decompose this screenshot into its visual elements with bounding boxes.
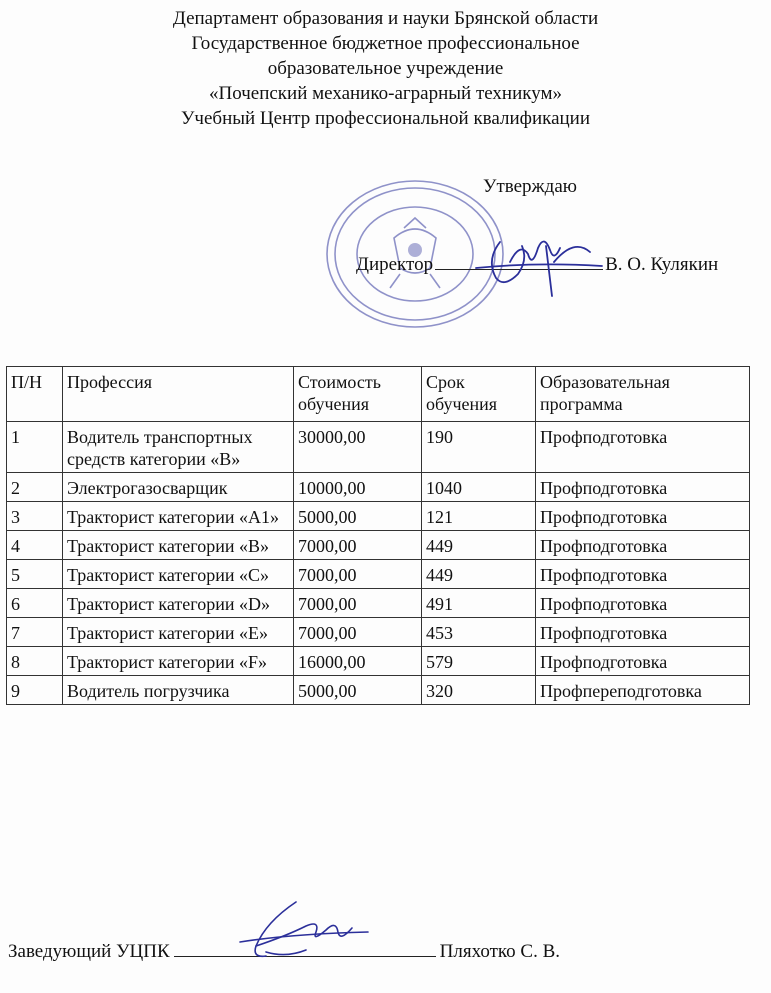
- cell-duration: 121: [422, 502, 536, 531]
- footer-signer-name: Пляхотко С. В.: [439, 941, 561, 962]
- cell-profession: Тракторист категории «C»: [63, 560, 294, 589]
- cell-program: Профподготовка: [536, 618, 750, 647]
- table-row: [7, 473, 750, 502]
- cell-profession: Тракторист категории «F»: [63, 647, 294, 676]
- cell-cost: 7000,00: [294, 618, 422, 647]
- cell-program: Профподготовка: [536, 502, 750, 531]
- director-signature-icon: [470, 222, 610, 300]
- cell-number: 2: [7, 473, 63, 502]
- cell-program: Профподготовка: [536, 473, 750, 502]
- header-cell-cost: Стоимость обучения: [294, 367, 422, 422]
- cell-duration: 491: [422, 589, 536, 618]
- table-row: [7, 647, 750, 676]
- cell-duration: 1040: [422, 473, 536, 502]
- cell-cost: 7000,00: [294, 589, 422, 618]
- table-row: [7, 531, 750, 560]
- header-line-3: образовательное учреждение: [267, 58, 504, 79]
- director-name: В. О. Кулякин: [605, 254, 719, 275]
- header-line-2: Государственное бюджетное профессиональное: [191, 33, 580, 54]
- cell-number: 4: [7, 531, 63, 560]
- header-cell-duration: Срок обучения: [422, 367, 536, 422]
- table-row: [7, 422, 750, 473]
- document-header: [0, 6, 771, 131]
- header-line-4: «Почепский механико-аграрный техникум»: [208, 83, 563, 104]
- cell-cost: 5000,00: [294, 676, 422, 705]
- cell-cost: 7000,00: [294, 560, 422, 589]
- table-header-row: [7, 367, 750, 422]
- cell-number: 9: [7, 676, 63, 705]
- cell-duration: 579: [422, 647, 536, 676]
- cell-cost: 30000,00: [294, 422, 422, 473]
- cell-profession: Электрогазосварщик: [63, 473, 294, 502]
- cell-program: Профпереподготовка: [536, 676, 750, 705]
- cell-duration: 453: [422, 618, 536, 647]
- cell-cost: 7000,00: [294, 531, 422, 560]
- footer-position-label: Заведующий УЦПК: [8, 941, 170, 962]
- cell-duration: 449: [422, 560, 536, 589]
- header-cell-program: Образовательная программа: [536, 367, 750, 422]
- cell-program: Профподготовка: [536, 647, 750, 676]
- table-row: [7, 618, 750, 647]
- cell-profession: Тракторист категории «B»: [63, 531, 294, 560]
- cell-number: 1: [7, 422, 63, 473]
- cell-profession: Тракторист категории «D»: [63, 589, 294, 618]
- cell-cost: 16000,00: [294, 647, 422, 676]
- header-line-5: Учебный Центр профессиональной квалификации: [180, 108, 591, 129]
- cell-profession: Водитель транспортных средств категории «B»: [63, 422, 294, 473]
- cell-profession: Тракторист категории «E»: [63, 618, 294, 647]
- cell-number: 3: [7, 502, 63, 531]
- cell-number: 6: [7, 589, 63, 618]
- cell-duration: 320: [422, 676, 536, 705]
- cell-cost: 5000,00: [294, 502, 422, 531]
- header-cell-profession: Профессия: [63, 367, 294, 422]
- table-row: [7, 589, 750, 618]
- cell-profession: Водитель погрузчика: [63, 676, 294, 705]
- cell-number: 8: [7, 647, 63, 676]
- table-row: [7, 502, 750, 531]
- header-cell-number: П/Н: [7, 367, 63, 422]
- cell-number: 7: [7, 618, 63, 647]
- cell-program: Профподготовка: [536, 422, 750, 473]
- cell-cost: 10000,00: [294, 473, 422, 502]
- manager-signature-icon: [236, 896, 372, 966]
- cell-duration: 449: [422, 531, 536, 560]
- cell-program: Профподготовка: [536, 531, 750, 560]
- approve-label: Утверждаю: [483, 176, 577, 197]
- cell-number: 5: [7, 560, 63, 589]
- cell-program: Профподготовка: [536, 589, 750, 618]
- cell-program: Профподготовка: [536, 560, 750, 589]
- table-row: [7, 676, 750, 705]
- price-table: [6, 366, 750, 705]
- cell-duration: 190: [422, 422, 536, 473]
- cell-profession: Тракторист категории «A1»: [63, 502, 294, 531]
- header-line-1: Департамент образования и науки Брянской области: [172, 8, 599, 29]
- table-row: [7, 560, 750, 589]
- director-label: Директор: [356, 254, 434, 275]
